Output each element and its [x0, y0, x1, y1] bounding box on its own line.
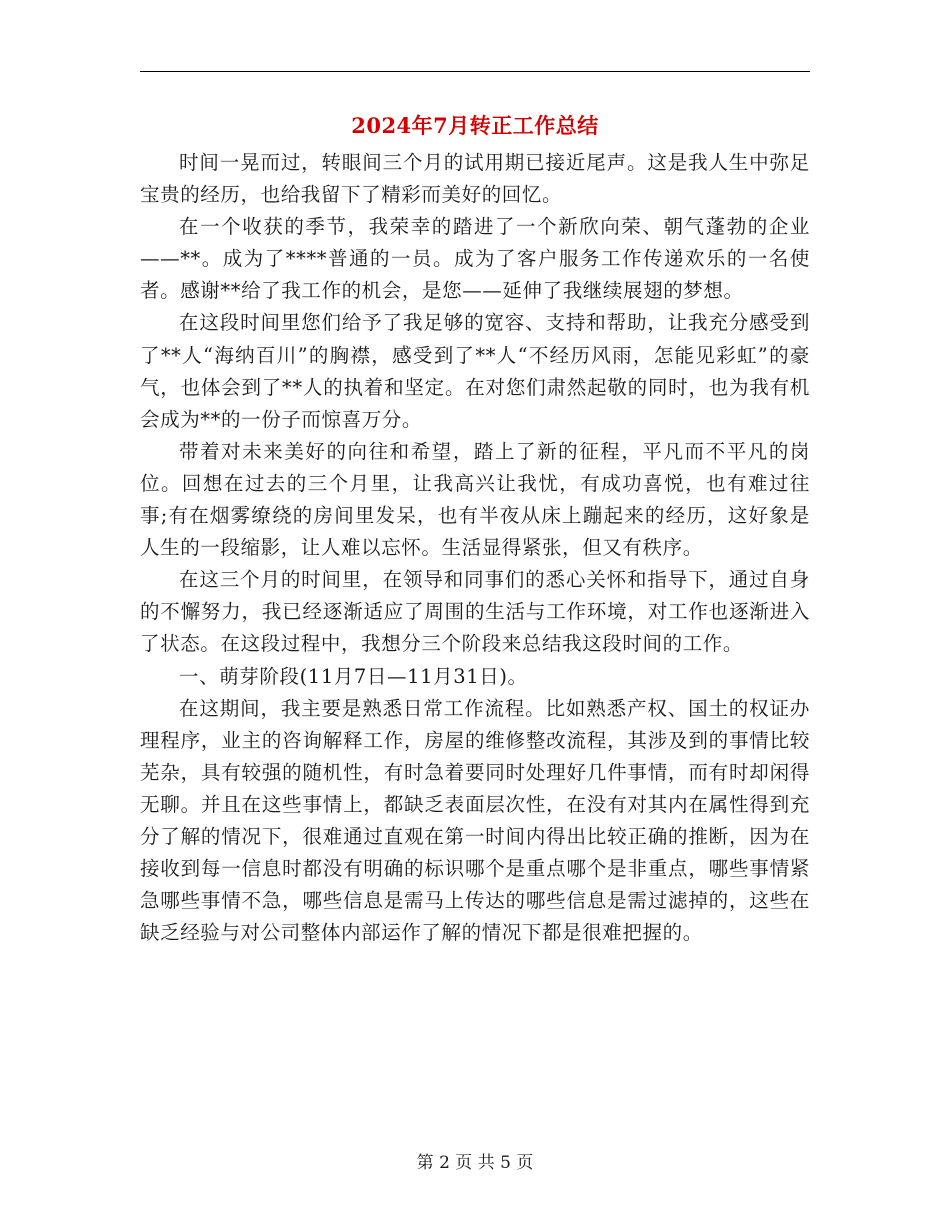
paragraph: 带着对未来美好的向往和希望，踏上了新的征程，平凡而不平凡的岗位。回想在过去的三个月里，让我高兴让我忧，有成功喜悦，也有难过往事;有在烟雾缭绕的房间里发呆，也有半夜从床上蹦起来的经历，这好象是人生的一段缩影，让人难以忘怀。生活显得紧张，但又有秩序。: [140, 439, 810, 560]
paragraph: 在一个收获的季节，我荣幸的踏进了一个新欣向荣、朝气蓬勃的企业——**。成为了****普通的一员。成为了客户服务工作传递欢乐的一名使者。感谢**给了我工作的机会，是您——延伸了我继续展翅的梦想。: [140, 215, 810, 303]
section-heading: 一、萌芽阶段(11月7日—11月31日)。: [179, 664, 528, 688]
paragraph: 时间一晃而过，转眼间三个月的试用期已接近尾声。这是我人生中弥足宝贵的经历，也给我留下了精彩而美好的回忆。: [140, 151, 810, 207]
header-rule: [140, 71, 810, 72]
paragraph: 在这段时间里您们给予了我足够的宽容、支持和帮助，让我充分感受到了**人“海纳百川”的胸襟，感受到了**人“不经历风雨，怎能见彩虹”的豪气，也体会到了**人的执着和坚定。在对您们肃然起敬的同时，也为我有机会成为**的一份子而惊喜万分。: [140, 311, 810, 431]
page-number-footer: 第 2 页 共 5 页: [416, 1153, 534, 1173]
document-title: 2024年7月转正工作总结: [351, 113, 599, 138]
paragraph: 在这三个月的时间里，在领导和同事们的悉心关怀和指导下，通过自身的不懈努力，我已经逐渐适应了周围的生活与工作环境，对工作也逐渐进入了状态。在这段过程中，我想分三个阶段来总结我这段时间的工作。: [140, 568, 810, 656]
paragraph: 在这期间，我主要是熟悉日常工作流程。比如熟悉产权、国土的权证办理程序，业主的咨询解释工作，房屋的维修整改流程，其涉及到的事情比较芜杂，具有较强的随机性，有时急着要同时处理好几件事情，而有时却闲得无聊。并且在这些事情上，都缺乏表面层次性，在没有对其内在属性得到充分了解的情况下，很难通过直观在第一时间内得出比较正确的推断，因为在接收到每一信息时都没有明确的标识哪个是重点哪个是非重点，哪些事情紧急哪些事情不急，哪些信息是需马上传达的哪些信息是需过滤掉的，这些在缺乏经验与对公司整体内部运作了解的情况下都是很难把握的。: [140, 696, 810, 945]
document-body: [140, 147, 810, 949]
